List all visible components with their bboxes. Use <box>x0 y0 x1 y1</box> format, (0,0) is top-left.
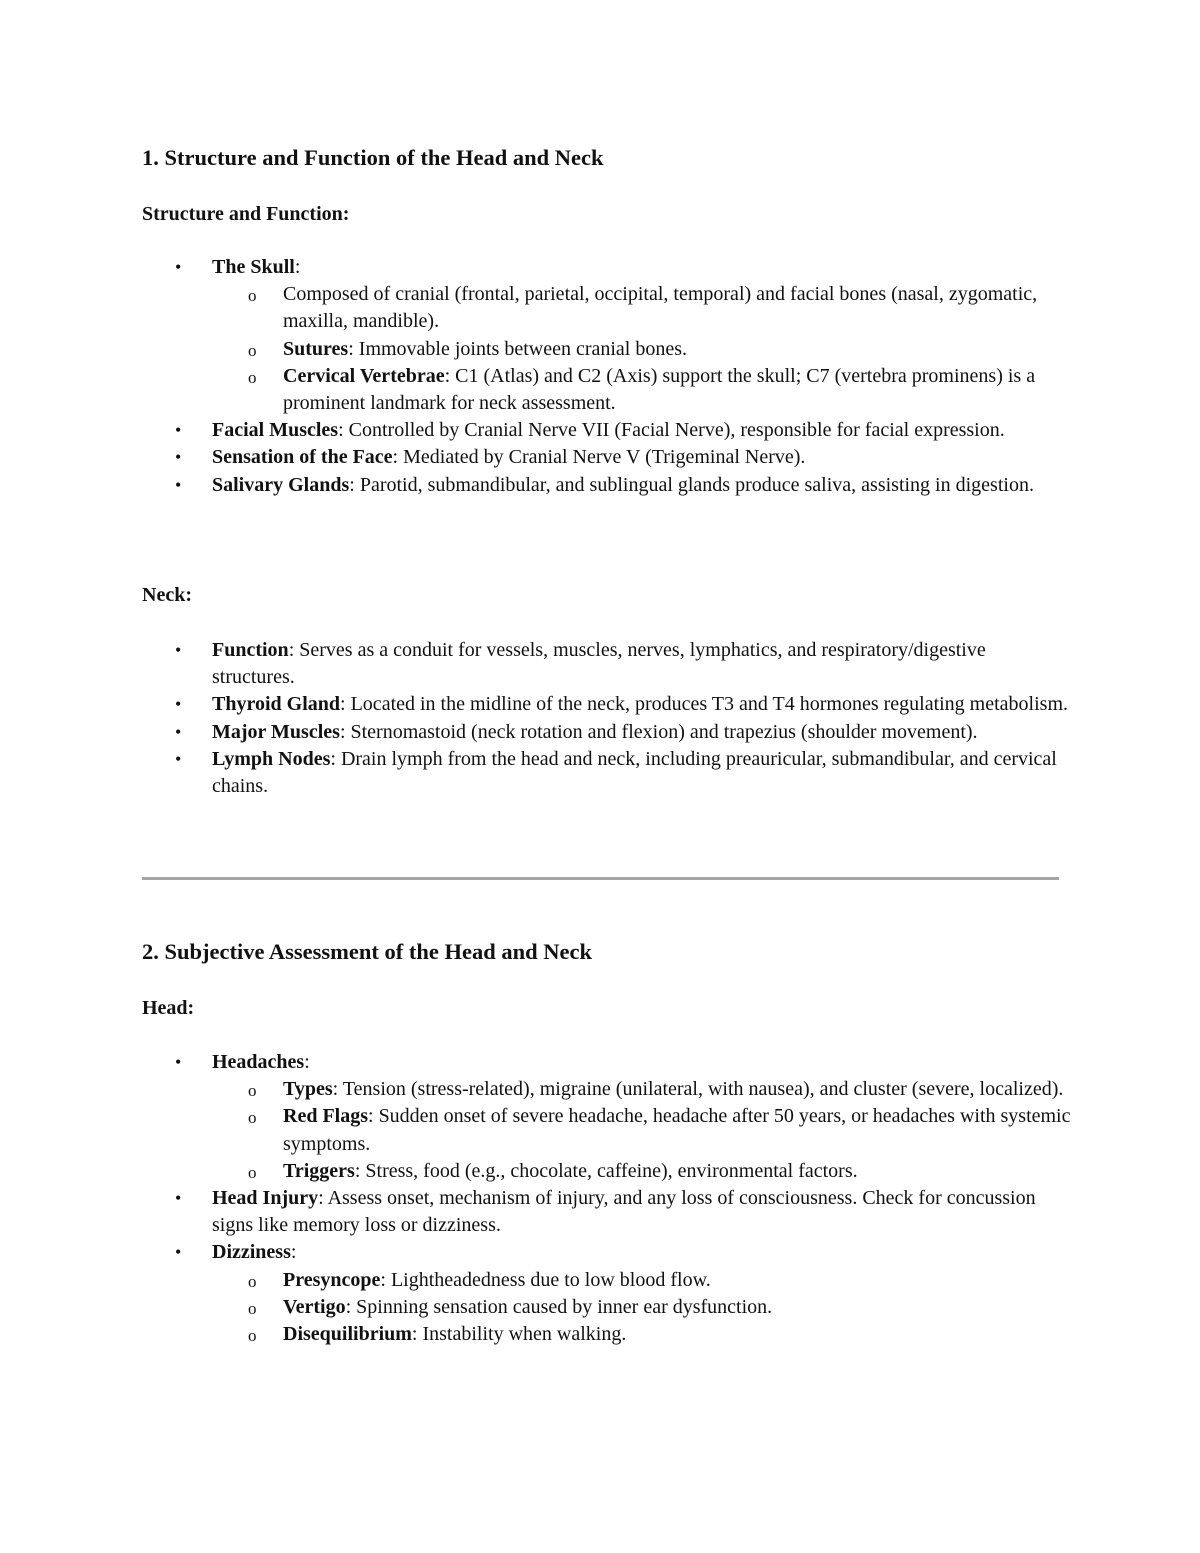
list-item <box>0 746 1072 800</box>
item-term: Vertigo <box>283 1295 346 1318</box>
item-term: Dizziness <box>212 1241 291 1264</box>
item-term: Major Muscles <box>212 720 340 743</box>
item-text: Drain lymph from the head and neck, including preauricular, submandibular, and cervical chains. <box>212 747 1057 798</box>
item-term: Function <box>212 639 289 661</box>
sub-bullet-icon: o <box>248 1298 257 1318</box>
item-text: Serves as a conduit for vessels, muscles, nerves, lymphatics, and respiratory/digestive structures. <box>212 639 986 689</box>
item-text: Tension (stress-related), migraine (unilateral, with nausea), and cluster (severe, localized). <box>342 1078 1064 1101</box>
item-term: Sensation of the Face <box>212 446 393 469</box>
bullet-icon: • <box>175 1188 182 1209</box>
item-separator: : <box>318 1187 328 1210</box>
item-separator: : <box>411 1323 423 1346</box>
list-item <box>0 719 1072 746</box>
item-separator: : <box>294 256 301 278</box>
item-term: Triggers <box>283 1159 355 1182</box>
list-item <box>0 691 1072 718</box>
neck-subheading: Neck: <box>142 584 192 606</box>
item-term: Head Injury <box>212 1187 319 1210</box>
bullet-icon: • <box>175 474 182 495</box>
sub-list-item <box>0 336 1073 363</box>
item-text: Stress, food (e.g., chocolate, caffeine), environmental factors. <box>365 1159 858 1182</box>
list-item <box>0 637 1072 691</box>
sub-bullet-icon: o <box>248 367 257 387</box>
item-separator: : <box>330 747 341 770</box>
item-text: Controlled by Cranial Nerve VII (Facial Nerve), responsible for facial expression. <box>348 419 1005 442</box>
item-separator: : <box>340 693 351 716</box>
sub-list-item <box>0 281 1073 335</box>
list-item <box>0 444 1072 471</box>
head-subheading: Head: <box>142 997 195 1019</box>
item-separator: : <box>339 720 351 743</box>
list-item <box>0 1049 1072 1076</box>
item-separator: : <box>368 1105 379 1128</box>
bullet-icon: • <box>175 1052 182 1072</box>
list-item <box>0 472 1072 499</box>
item-term: Salivary Glands <box>212 473 350 496</box>
item-separator: : <box>380 1268 391 1291</box>
structure-subheading: Structure and Function: <box>142 203 350 225</box>
item-term: Sutures <box>283 337 349 360</box>
item-separator: : <box>290 1241 297 1264</box>
sub-list-item <box>0 1267 1073 1294</box>
sub-list-item <box>0 1321 1073 1348</box>
sub-list-item <box>0 1294 1073 1321</box>
sub-list-item <box>0 363 1073 417</box>
sub-list-item <box>0 1103 1073 1157</box>
item-term: Thyroid Gland <box>212 693 341 716</box>
item-text: Sternomastoid (neck rotation and flexion) and trapezius (shoulder movement). <box>350 720 978 743</box>
sub-bullet-icon: o <box>248 1162 257 1182</box>
bullet-icon: • <box>175 748 182 769</box>
item-term: Facial Muscles <box>212 419 339 442</box>
list-item <box>0 254 1072 281</box>
bullet-icon: • <box>175 447 182 468</box>
item-separator: : <box>288 639 300 661</box>
section2-heading: 2. Subjective Assessment of the Head and Neck <box>142 939 592 964</box>
item-text: Sudden onset of severe headache, headache after 50 years, or headaches with systemic symptoms. <box>283 1105 1071 1155</box>
sub-bullet-icon: o <box>248 1326 257 1346</box>
bullet-icon: • <box>175 1242 182 1263</box>
item-separator: : <box>349 473 360 496</box>
item-term: Presyncope <box>283 1268 381 1291</box>
bullet-icon: • <box>175 694 182 715</box>
item-term: Lymph Nodes <box>212 747 331 770</box>
item-separator: : <box>304 1051 310 1073</box>
item-text: Located in the midline of the neck, produces T3 and T4 hormones regulating metabolism. <box>350 693 1069 716</box>
item-separator: : <box>392 446 404 469</box>
item-term: Cervical Vertebrae <box>283 364 445 387</box>
item-separator: : <box>444 364 456 387</box>
item-text: Spinning sensation caused by inner ear dysfunction. <box>356 1295 773 1318</box>
sub-bullet-icon: o <box>248 1108 257 1128</box>
structure-list <box>0 254 1200 499</box>
item-term: The Skull <box>212 256 295 278</box>
section1-heading: 1. Structure and Function of the Head and Neck <box>142 145 604 170</box>
item-separator: : <box>348 337 359 360</box>
item-term: Red Flags <box>283 1105 368 1128</box>
sub-bullet-icon: o <box>248 286 257 306</box>
item-separator: : <box>345 1295 357 1318</box>
item-term: Headaches <box>212 1051 305 1073</box>
item-separator: : <box>332 1078 343 1101</box>
item-term: Types <box>283 1078 333 1101</box>
bullet-icon: • <box>175 640 182 660</box>
bullet-icon: • <box>175 721 182 742</box>
item-text: Assess onset, mechanism of injury, and any loss of consciousness. Check for concussion signs like memory loss or dizziness. <box>212 1187 1036 1237</box>
horizontal-rule <box>142 877 1059 880</box>
neck-list <box>0 637 1200 800</box>
list-item <box>0 1185 1072 1239</box>
sub-list-item <box>0 1158 1073 1185</box>
item-text: Instability when walking. <box>422 1323 627 1346</box>
item-text: Mediated by Cranial Nerve V (Trigeminal Nerve). <box>403 446 806 469</box>
item-term: Disequilibrium <box>283 1323 412 1346</box>
bullet-icon: • <box>175 420 182 441</box>
sub-bullet-icon: o <box>248 1271 257 1291</box>
item-separator: : <box>354 1159 366 1182</box>
sub-bullet-icon: o <box>248 1081 257 1101</box>
sub-list-item <box>0 1076 1073 1103</box>
sub-bullet-icon: o <box>248 340 257 360</box>
list-item <box>0 1239 1072 1266</box>
item-text: Immovable joints between cranial bones. <box>358 337 688 360</box>
head-list <box>0 1049 1200 1348</box>
list-item <box>0 417 1072 444</box>
item-text: Parotid, submandibular, and sublingual glands produce saliva, assisting in digestion. <box>359 473 1034 496</box>
item-separator: : <box>338 419 349 442</box>
item-text: Composed of cranial (frontal, parietal, occipital, temporal) and facial bones (nasal, zygomatic, maxilla, mandible). <box>283 283 1038 333</box>
bullet-icon: • <box>175 257 182 277</box>
item-text: Lightheadedness due to low blood flow. <box>390 1268 711 1291</box>
item-text: C1 (Atlas) and C2 (Axis) support the skull; C7 (vertebra prominens) is a prominent landmark for neck assessment. <box>283 364 1036 415</box>
